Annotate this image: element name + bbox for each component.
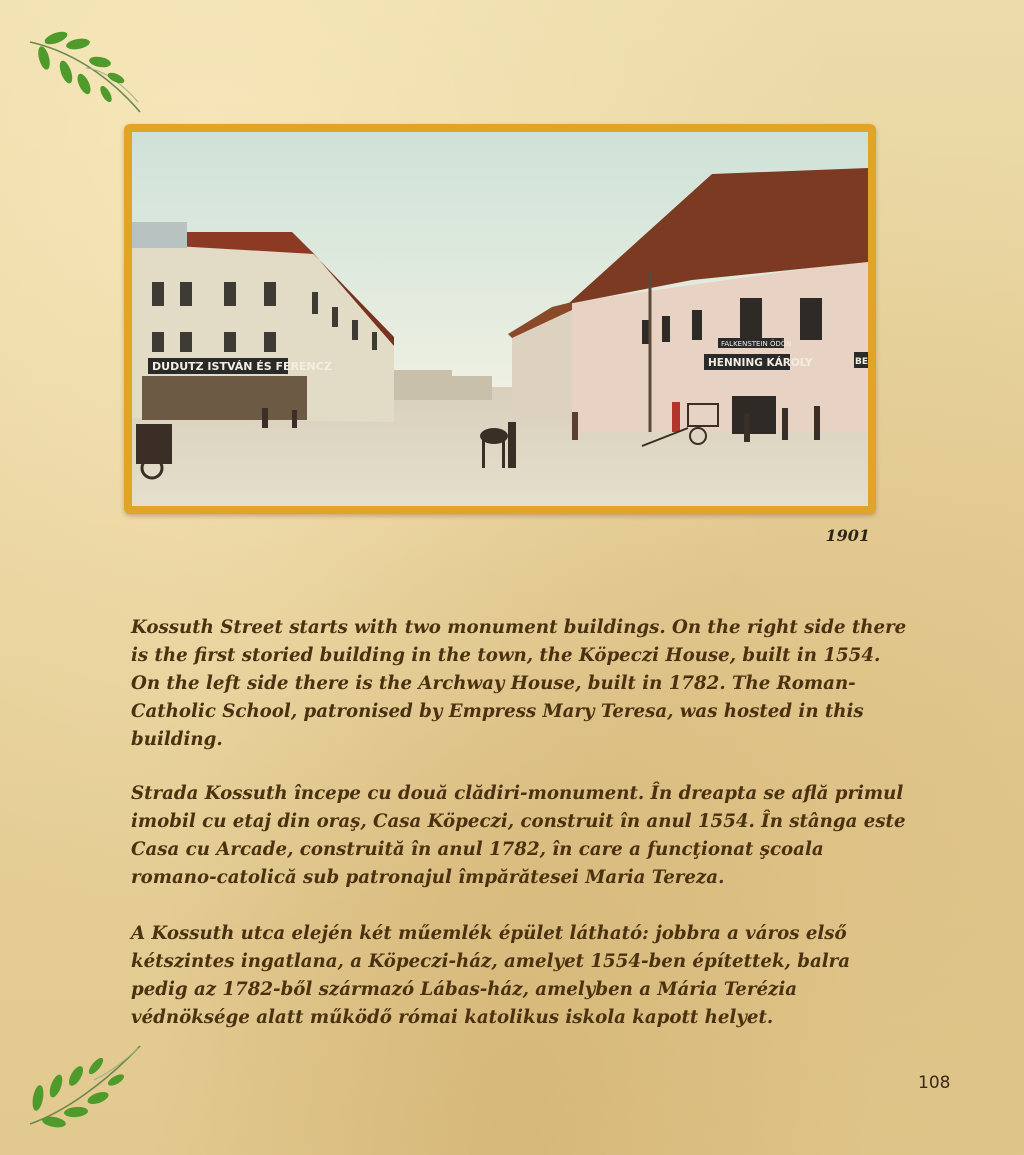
street-scene-illustration <box>132 132 868 506</box>
right-upper-sign: FALKENSTEIN ÖDÖN <box>721 340 792 348</box>
right-shop-sign: HENNING KÁROLY <box>708 357 813 369</box>
page-number: 108 <box>918 1073 951 1093</box>
photo-caption-year: 1901 <box>825 526 870 545</box>
leaf-sprig-top-icon <box>26 28 144 116</box>
paragraph-english: Kossuth Street starts with two monument buildings. On the right side there is the first storied building in the town, the Köpeczi House, built in 1554. On the left side there is the Archway House, built in 1782. The Roman-Catholic School, patronised by Empress Mary Teresa, was hosted in this building. <box>131 617 907 750</box>
historic-street-photo <box>132 132 868 506</box>
photo-frame <box>124 124 876 514</box>
paragraph-romanian: Strada Kossuth începe cu două clădiri-monument. În dreapta se află primul imobil cu etaj din oraş, Casa Köpeczi, construit în anul 1554. În stânga este Casa cu Arcade, construită în anul 1782, în care a funcţionat şcoala romano-catolică sub patronajul împărătesei Maria Tereza. <box>131 783 906 888</box>
leaf-sprig-bottom-icon <box>24 1040 144 1132</box>
left-shop-sign: DUDUTZ ISTVÁN ÉS FERENCZ <box>152 360 332 373</box>
paragraph-hungarian: A Kossuth utca elején két műemlék épület látható: jobbra a város első kétszintes ingatlana, a Köpeczi-ház, amelyet 1554-ben építettek, balra pedig az 1782-ből származó Lábas-ház, amelyben a Mária Terézia védnöksége alatt működő római katolikus iskola kapott helyet. <box>131 923 851 1028</box>
right-edge-sign: BE <box>855 357 868 367</box>
